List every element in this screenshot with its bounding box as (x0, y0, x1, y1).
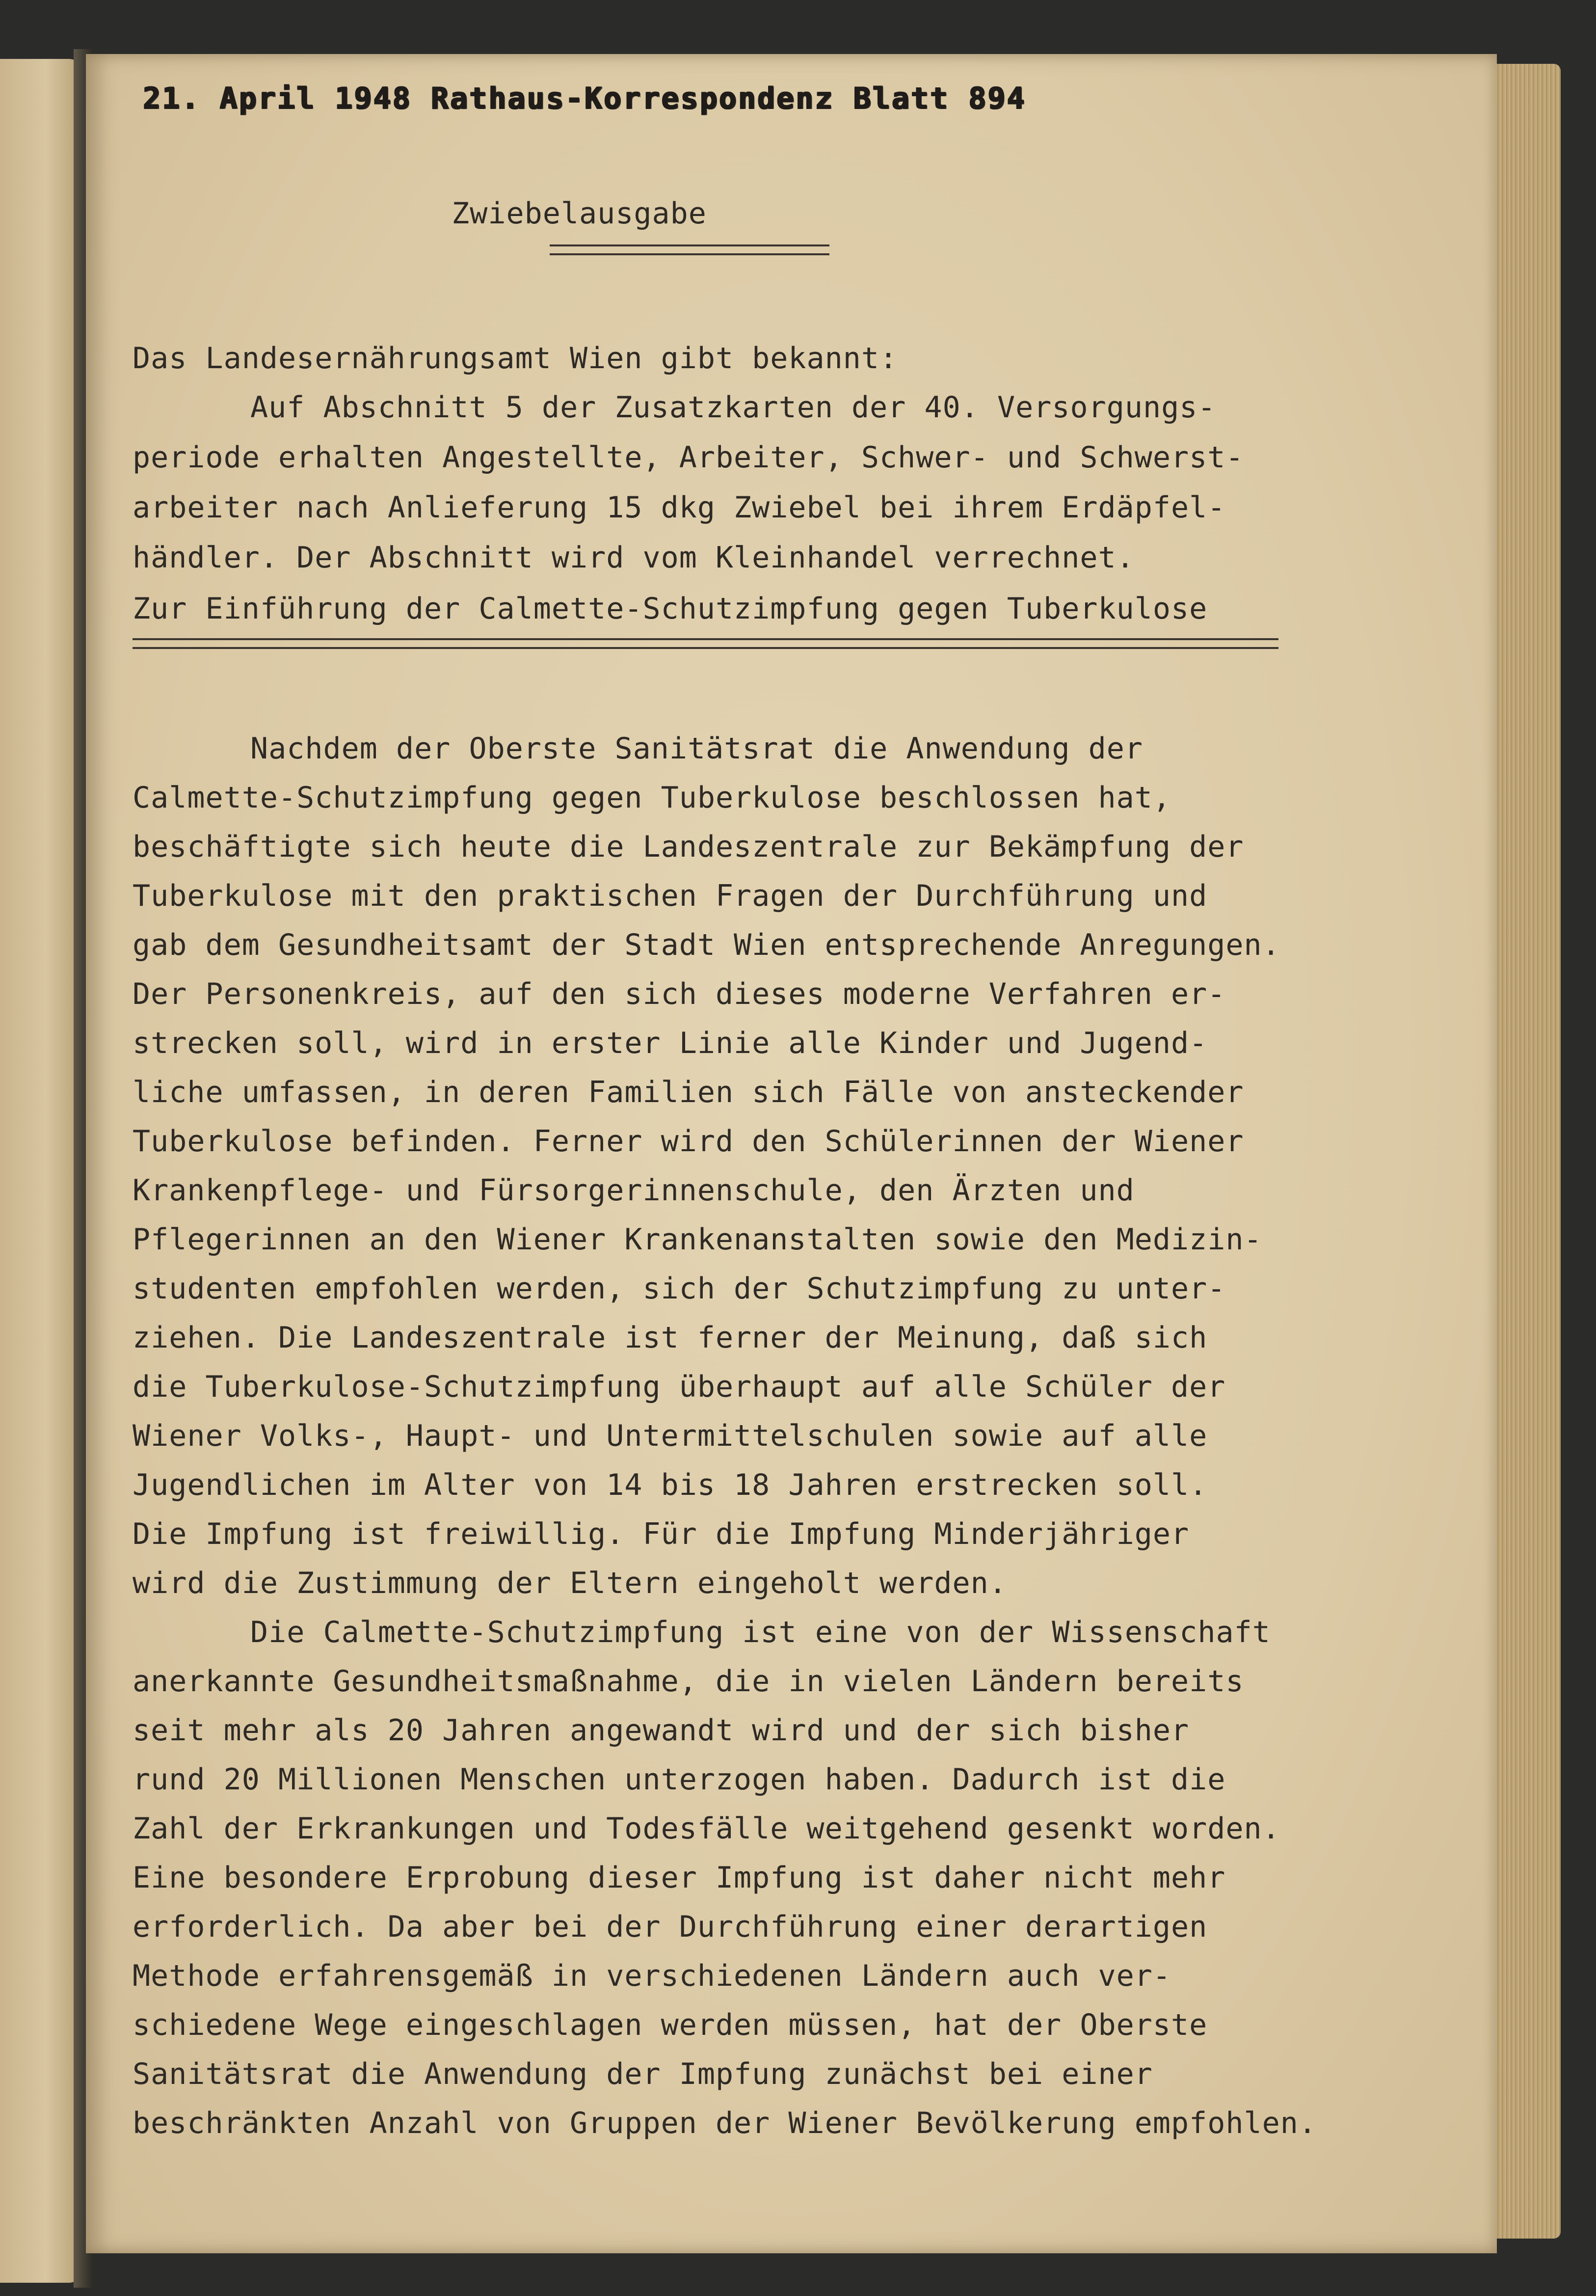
text-line: arbeiter nach Anlieferung 15 dkg Zwiebel bei ihrem Erdäpfel- (133, 490, 1226, 525)
title-underline (550, 244, 829, 255)
text-line: die Tuberkulose-Schutzimpfung überhaupt auf alle Schüler der (133, 1370, 1226, 1404)
text-line: gab dem Gesundheitsamt der Stadt Wien entsprechende Anregungen. (133, 928, 1280, 962)
text-line: Sanitätsrat die Anwendung der Impfung zunächst bei einer (133, 2057, 1153, 2091)
text-line: Jugendlichen im Alter von 14 bis 18 Jahren erstrecken soll. (133, 1468, 1208, 1502)
text-line: Der Personenkreis, auf den sich dieses moderne Verfahren er- (133, 977, 1226, 1011)
text-line: Die Calmette-Schutzimpfung ist eine von der Wissenschaft (250, 1615, 1271, 1649)
text-line: beschäftigte sich heute die Landeszentrale zur Bekämpfung der (133, 830, 1244, 864)
text-line: wird die Zustimmung der Eltern eingeholt werden. (133, 1566, 1007, 1600)
section-title-zwiebelausgabe: Zwiebelausgabe (452, 196, 707, 231)
text-line: Calmette-Schutzimpfung gegen Tuberkulose beschlossen hat, (133, 781, 1171, 815)
text-line: Pflegerinnen an den Wiener Krankenanstalten sowie den Medizin- (133, 1222, 1262, 1257)
text-line: Tuberkulose mit den praktischen Fragen der Durchführung und (133, 879, 1208, 913)
text-line: rund 20 Millionen Menschen unterzogen haben. Dadurch ist die (133, 1762, 1226, 1797)
text-line: periode erhalten Angestellte, Arbeiter, Schwer- und Schwerst- (133, 440, 1244, 475)
text-line: händler. Der Abschnitt wird vom Kleinhandel verrechnet. (133, 540, 1135, 575)
text-line: schiedene Wege eingeschlagen werden müssen, hat der Oberste (133, 2008, 1208, 2042)
text-line: strecken soll, wird in erster Linie alle Kinder und Jugend- (133, 1026, 1208, 1060)
struck-header-line: 21. April 1948 Rathaus-Korrespondenz Blatt 894 (142, 81, 1026, 115)
text-line: Wiener Volks-, Haupt- und Untermittelschulen sowie auf alle (133, 1419, 1208, 1453)
section-title-calmette: Zur Einführung der Calmette-Schutzimpfung gegen Tuberkulose (133, 592, 1208, 626)
text-line: Eine besondere Erprobung dieser Impfung ist daher nicht mehr (133, 1861, 1226, 1895)
text-line: beschränkten Anzahl von Gruppen der Wiener Bevölkerung empfohlen. (133, 2106, 1317, 2140)
text-line: studenten empfohlen werden, sich der Schutzimpfung zu unter- (133, 1271, 1226, 1306)
title-underline (133, 638, 1278, 649)
text-line: Das Landesernährungsamt Wien gibt bekannt: (133, 341, 898, 376)
text-line: Nachdem der Oberste Sanitätsrat die Anwendung der (250, 731, 1144, 766)
document-page (86, 54, 1497, 2253)
text-line: liche umfassen, in deren Familien sich Fälle von ansteckender (133, 1075, 1244, 1109)
text-line: Methode erfahrensgemäß in verschiedenen Ländern auch ver- (133, 1959, 1171, 1993)
text-line: Tuberkulose befinden. Ferner wird den Schülerinnen der Wiener (133, 1124, 1244, 1159)
facing-page-edge (0, 59, 83, 2283)
text-line: seit mehr als 20 Jahren angewandt wird und der sich bisher (133, 1713, 1190, 1748)
text-line: Krankenpflege- und Fürsorgerinnenschule, den Ärzten und (133, 1173, 1135, 1208)
text-line: erforderlich. Da aber bei der Durchführung einer derartigen (133, 1910, 1208, 1944)
text-line: ziehen. Die Landeszentrale ist ferner der Meinung, daß sich (133, 1321, 1208, 1355)
text-line: Auf Abschnitt 5 der Zusatzkarten der 40. Versorgungs- (250, 390, 1216, 425)
text-line: Zahl der Erkrankungen und Todesfälle weitgehend gesenkt worden. (133, 1811, 1280, 1846)
text-line: Die Impfung ist freiwillig. Für die Impfung Minderjähriger (133, 1517, 1190, 1551)
text-line: anerkannte Gesundheitsmaßnahme, die in vielen Ländern bereits (133, 1664, 1244, 1699)
